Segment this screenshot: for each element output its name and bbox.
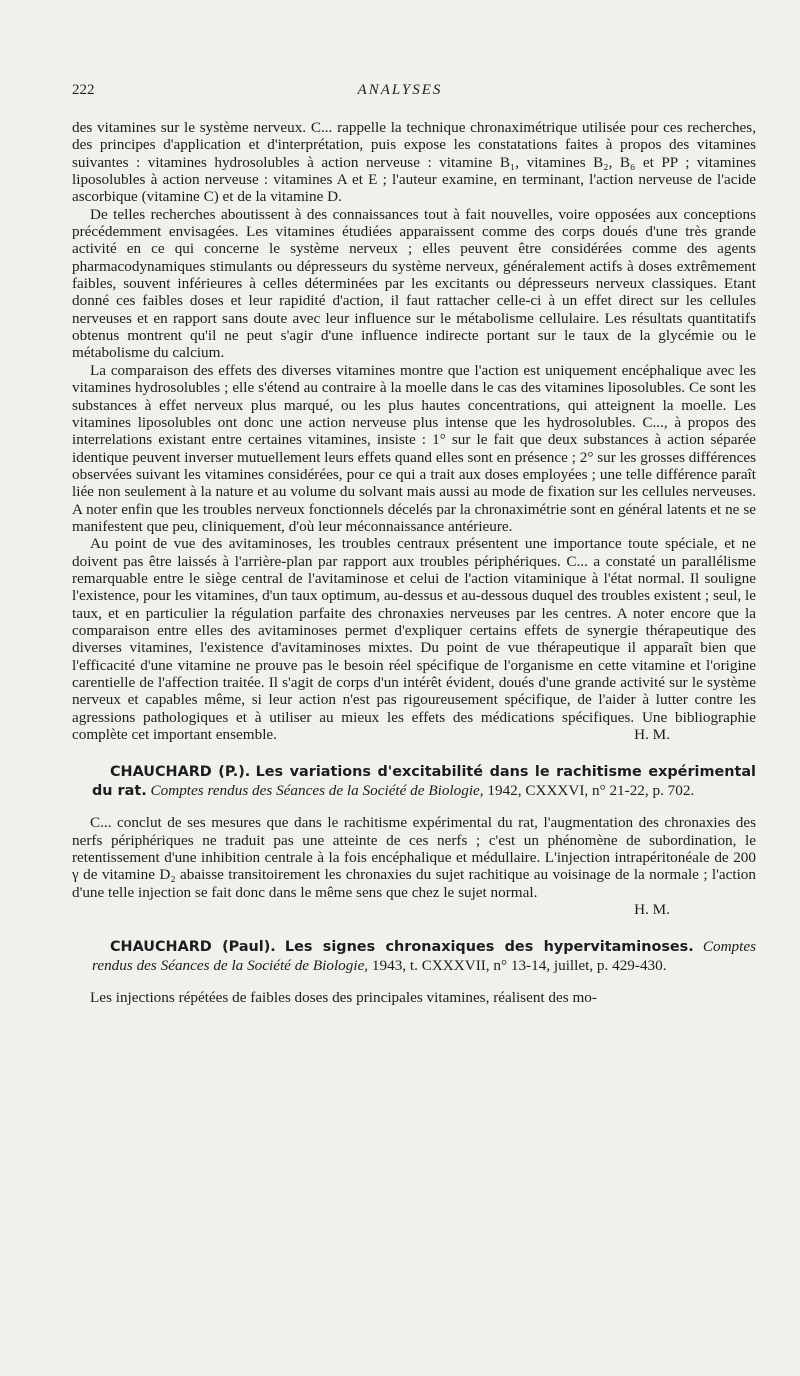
review-paragraph [72, 535, 756, 743]
entry-author: CHAUCHARD (P.). [110, 764, 251, 781]
page-body [72, 119, 756, 1007]
page-number: 222 [72, 82, 95, 98]
review-paragraph: De telles recherches aboutissent à des connaissances tout à fait nouvelles, voire opposées aux conceptions précédemment envisagées. Les vitamines étudiées apparaissent comme des corps doués d'une très grande activité en ce qui concerne le système nerveux ; elles peuvent être considérées comme des agents pharmacodynamiques stimulants ou dépresseurs du système nerveux, généralement actifs à doses extrêmement faibles, souvent inférieures à celles déterminées par les excitants ou dépresseurs nerveux classiques. Etant donné ces faibles doses et leur rapidité d'action, il faut rattacher celle-ci à un effet direct sur les cellules nerveuses et en rapport sans doute avec leur influence sur le métabolisme cellulaire. Les résultats quantitatifs obtenus montrent qu'il ne peut s'agir d'une influence indirecte portant sur le taux de la glycémie ou le métabolisme du calcium. [72, 205, 756, 362]
entry-author: CHAUCHARD (Paul). [110, 939, 276, 956]
entry-citation: 1942, CXXXVI, n° 21-22, p. 702. [487, 781, 695, 799]
review-hypervitaminoses [72, 938, 756, 1006]
entry-journal: Comptes rendus des Séances de la Société de Biologie, [150, 781, 484, 799]
review-rachitisme [72, 763, 756, 918]
running-title: ANALYSES [357, 82, 443, 98]
spacer [72, 975, 756, 989]
bibliographic-entry [72, 763, 756, 800]
entry-citation: 1943, t. CXXXVII, n° 13-14, juillet, p. 429-430. [371, 956, 667, 974]
review-paragraph: La comparaison des effets des diverses vitamines montre que l'action est uniquement encéphalique avec les vitamines hydrosolubles ; elle s'étend au contraire à la moelle dans le cas des vitamines liposolubles. Ce sont les substances à effet nerveux plus marqué, ou les plus hautes concentrations, qui atteignent la moelle. Les vitamines liposolubles ont donc une action nerveuse plus intense que les hydrosolubles. C..., à propos des interrelations existant entre certaines vitamines, insiste : 1° sur le fait que deux substances à action séparée identique peuvent inverser mutuellement leurs effets quand elles sont en présence ; 2° sur les grosses différences observées suivant les vitamines considérées, pour ce qui a trait aux doses employées ; une telle différence paraît liée non seulement à la nature et au volume du solvant mais aussi au mode de fixation sur les cellules nerveuses. A noter enfin que les troubles nerveux fonctionnels décelés par la chronaximétrie sont en général latents et ne se manifestent que peu, cliniquement, d'où leur méconnaissance antérieure. [72, 361, 756, 535]
reviewer-signature-row [72, 901, 756, 918]
bibliographic-entry [72, 938, 756, 975]
review-vitamins-nervous-system [72, 119, 756, 743]
spacer [72, 800, 756, 814]
reviewer-signature: H. M. [634, 726, 670, 744]
page-header [72, 82, 728, 104]
reviewer-signature: H. M. [634, 901, 670, 919]
entry-journal: Comptes rendus des Séances de la Société de Biologie, [92, 938, 757, 974]
review-paragraph: des vitamines sur le système nerveux. C... rappelle la technique chronaximétrique utilisée pour ces recherches, des principes d'application et d'interprétation, puis expose les constatations faites à propos des vitamines suivantes : vitamines hydrosolubles à action nerveuse : vitamine B₁, vitamines B₂, B₆ et PP ; vitamines liposolubles à action nerveuse : vitamines A et E ; l'auteur examine, en terminant, l'action nerveuse de l'acide ascorbique (vitamine C) et de la vitamine D. [72, 119, 756, 206]
entry-title: Les signes chronaxiques des hypervitaminoses. [284, 939, 694, 956]
review-paragraph: C... conclut de ses mesures que dans le rachitisme expérimental du rat, l'augmentation des chronaxies des nerfs périphériques ne traduit pas une atteinte de ces nerfs ; c'est un phénomène de subordination, le retentissement d'une inhibition centrale à la fois encéphalique et médullaire. L'injection intrapéritonéale de 200 γ de vitamine D₂ abaisse transitoirement les chronaxies du sujet rachitique au voisinage de la normale ; l'action d'une telle injection se fait donc dans le même sens que chez le sujet normal. [72, 814, 756, 901]
review-paragraph: Les injections répétées de faibles doses des principales vitamines, réalisent des mo- [90, 989, 597, 1007]
review-paragraph-text: Au point de vue des avitaminoses, les troubles centraux présentent une importance toute spéciale, et ne doivent pas être laissés à l'arrière-plan par rapport aux troubles périphériques. C... a constaté un parallélisme remarquable entre le siège central de l'avitaminose et celui de l'action vitaminique à l'état normal. Il souligne l'existence, pour les vitamines, d'un taux optimum, au-dessus et au-dessous duquel des troubles existent ; seul, le taux, et en particulier la régulation parfaite des chronaxies nerveuses par les centres. A noter encore que la comparaison entre elles des avitaminoses permet d'expliquer certains effets de synergie thérapeutique des diverses vitamines, l'existence d'avitaminoses mixtes. Du point de vue thérapeutique il apparaît bien que l'efficacité d'une vitamine ne prouve pas le besoin réel spécifique de l'organisme en cette vitamine et l'origine carentielle de l'affection traitée. Il s'agit de corps d'un intérêt évident, doués d'une grande activité sur le système nerveux et capables même, si leur action n'est pas rigoureusement spécifique, de l'aider à lutter contre les agressions pathologiques et à utiliser au mieux les effets des médications spécifiques. Une bibliographie complète cet important ensemble. [72, 535, 756, 744]
entry-title: Les variations d'excitabilité dans le rachitisme expérimental du rat. [92, 764, 756, 799]
